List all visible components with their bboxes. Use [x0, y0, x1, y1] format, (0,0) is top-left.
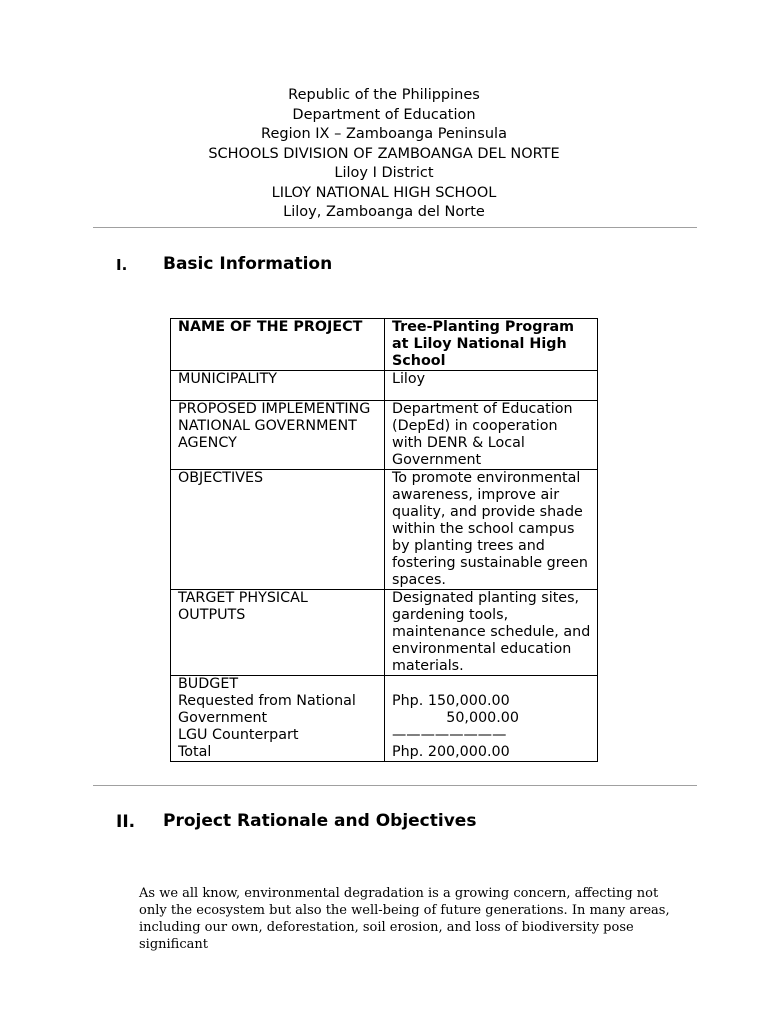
- table-row: [171, 590, 598, 676]
- header-republic: Republic of the Philippines: [288, 87, 480, 103]
- budget-label: BUDGET: [178, 676, 239, 692]
- table-row: [171, 401, 598, 470]
- table-row: [171, 319, 598, 371]
- municipality-value: Liloy: [385, 371, 598, 401]
- header-address: Liloy, Zamboanga del Norte: [283, 204, 485, 220]
- rationale-paragraph: As we all know, environmental degradation is a growing concern, affecting not only the ecosystem but also the well-being of future generations. In many areas, including our own, deforestation, soil erosion, and loss of biodiversity pose significant: [139, 886, 670, 952]
- header-school: LILOY NATIONAL HIGH SCHOOL: [271, 184, 497, 201]
- budget-lgu-label: LGU Counterpart: [178, 727, 299, 743]
- section-1-title: Basic Information: [163, 254, 333, 274]
- project-name-label: NAME OF THE PROJECT: [171, 319, 385, 371]
- basic-information-table: [170, 318, 598, 762]
- header-divider: [93, 227, 697, 228]
- municipality-label: MUNICIPALITY: [171, 371, 385, 401]
- header-division: SCHOOLS DIVISION OF ZAMBOANGA DEL NORTE: [208, 145, 560, 162]
- section-2-number: II.: [116, 812, 136, 832]
- project-name-value: Tree-Planting Program at Liloy National High School: [385, 319, 598, 371]
- table-row: [171, 371, 598, 401]
- header-region: Region IX – Zamboanga Peninsula: [261, 126, 507, 142]
- document-header: [0, 86, 768, 223]
- section-divider: [93, 785, 697, 786]
- agency-value: Department of Education (DepEd) in cooperation with DENR & Local Government: [385, 401, 598, 470]
- outputs-value: Designated planting sites, gardening tools, maintenance schedule, and environmental education materials.: [385, 590, 598, 676]
- budget-label-cell: [171, 676, 385, 762]
- budget-lgu-value: 50,000.00: [446, 710, 519, 726]
- budget-total-label: Total: [178, 744, 212, 760]
- section-1-number: I.: [116, 256, 128, 274]
- table-row: [171, 470, 598, 590]
- objectives-label: OBJECTIVES: [171, 470, 385, 590]
- budget-separator: ————————: [392, 727, 507, 743]
- outputs-label: TARGET PHYSICAL OUTPUTS: [171, 590, 385, 676]
- objectives-value: To promote environmental awareness, improve air quality, and provide shade within the school campus by planting trees and fostering sustainable green spaces.: [385, 470, 598, 590]
- budget-total-value: Php. 200,000.00: [392, 744, 510, 760]
- budget-requested-value: Php. 150,000.00: [392, 693, 510, 709]
- header-district: Liloy I District: [334, 165, 434, 181]
- header-department: Department of Education: [292, 106, 476, 123]
- budget-requested-label: Requested from National Government: [178, 693, 356, 726]
- table-row: [171, 676, 598, 762]
- agency-label: PROPOSED IMPLEMENTING NATIONAL GOVERNMENT AGENCY: [171, 401, 385, 470]
- budget-value-cell: [385, 676, 598, 762]
- section-2-title: Project Rationale and Objectives: [163, 811, 477, 831]
